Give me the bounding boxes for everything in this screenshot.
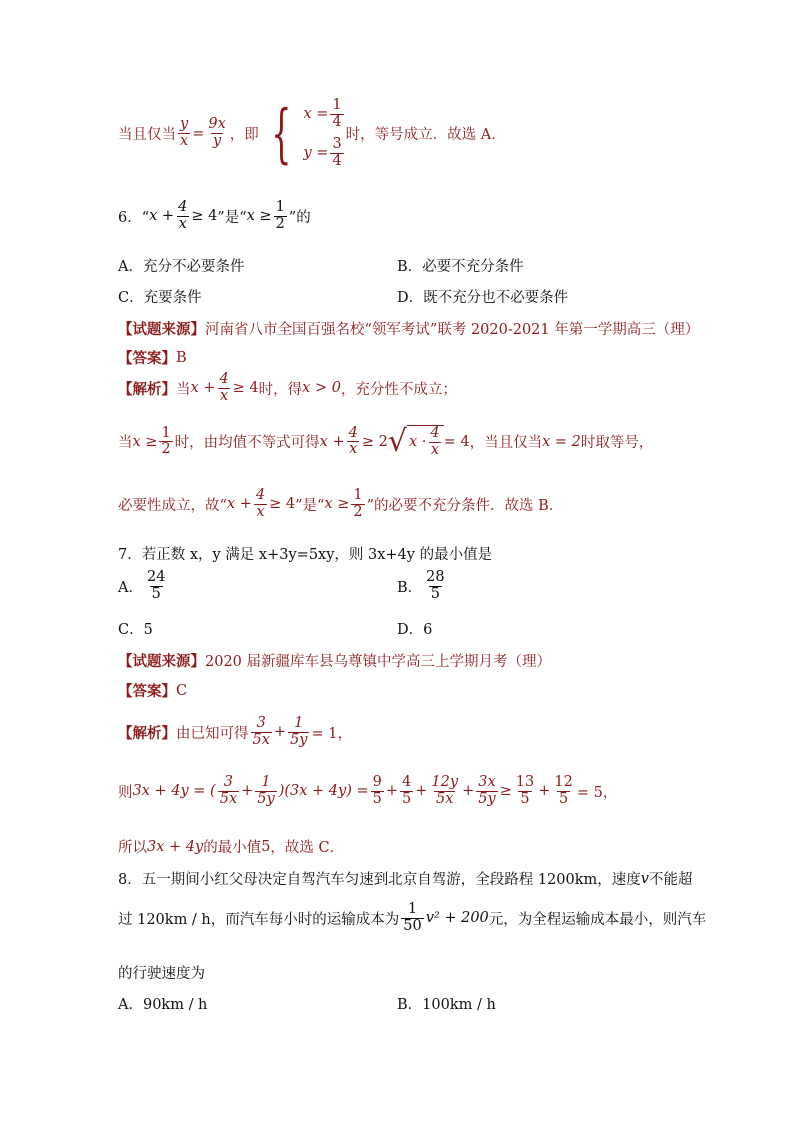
q6-source (118, 318, 699, 339)
den: 2 (275, 215, 285, 232)
q8-stem-2 (118, 902, 706, 935)
lhs: x = (303, 106, 329, 123)
text: x + (190, 380, 216, 397)
text: x ≥ (324, 496, 350, 513)
fraction (428, 426, 441, 459)
text: 过 120km / h，而汽车每小时的运输成本为 (118, 911, 400, 928)
q6-option-a: A．充分不必要条件 (118, 259, 245, 275)
den: 50 (403, 917, 422, 934)
fraction (330, 98, 343, 131)
text: B (176, 349, 187, 366)
num: 4 (219, 371, 229, 387)
text: = 1， (311, 725, 352, 742)
num: 24 (146, 569, 166, 585)
q7-analysis-2: 则 3x + 4y = ( $\frac{3}{5x}$ + $\frac{1}{5y}$ )(3x + 4y) = $\frac{9}{5}$ + $\frac{4}{5}$ + $\frac{12y}{5x}$ + $\frac{3x}{5y}$ ≥ $\frac{13}{5}$ + $\frac{12}{5}$ = 5， (118, 774, 618, 807)
label: 【解析】 (118, 380, 176, 398)
q7-source (118, 650, 551, 671)
fraction (476, 775, 497, 808)
text: x + (319, 433, 345, 450)
text: v (640, 870, 649, 887)
label: 【答案】 (118, 683, 176, 700)
den: 5x (436, 790, 454, 807)
q7-option-c: C．5 (118, 622, 153, 638)
text: 由已知可得 (176, 725, 249, 742)
text: C (176, 682, 188, 699)
q7-answer (118, 680, 187, 701)
num: 1 (353, 487, 363, 503)
den: 5 (520, 790, 530, 807)
den: 5y (257, 790, 275, 807)
fraction (255, 775, 276, 808)
text: = 5， (576, 784, 618, 801)
label: B． (397, 579, 423, 596)
fraction (424, 570, 446, 603)
label: 【试题来源】 (118, 321, 205, 338)
den: y (212, 133, 222, 150)
text: ≥ 4 (191, 208, 218, 225)
den: 5y (290, 731, 308, 748)
fraction (254, 488, 267, 521)
num: 4 (178, 199, 188, 215)
q6-analysis-1 (118, 372, 457, 405)
text: ，当且仅当 (469, 435, 543, 452)
num: 1 (261, 774, 271, 790)
den: x (349, 441, 358, 458)
text: + (273, 724, 287, 741)
fraction (159, 426, 172, 459)
fraction (429, 775, 460, 808)
text: x ≥ (132, 433, 158, 450)
fraction (145, 570, 167, 603)
den: x (219, 387, 229, 404)
q7-option-b (397, 570, 449, 603)
text: 时，等号成立．故选 A． (345, 127, 506, 144)
num: 1 (407, 901, 418, 917)
text: 3x + 4y = ( (132, 783, 216, 800)
text: 的最小值 (203, 840, 262, 856)
num: 1 (332, 97, 342, 113)
text: x + (149, 208, 175, 225)
q8-option-b: B．100km / h (397, 997, 496, 1013)
q8-option-a: A．90km / h (118, 997, 208, 1013)
text: 5 (261, 838, 271, 855)
text: v² + 200 (425, 910, 489, 927)
q6-option-d: D．既不充分也不必要条件 (397, 290, 569, 306)
text: 所以 (118, 840, 147, 856)
num: 4 (402, 774, 412, 790)
den: 2 (161, 441, 171, 458)
den: 5 (151, 585, 161, 602)
den: x (178, 215, 187, 232)
text: + (241, 783, 254, 800)
text: 6．“ (118, 209, 150, 226)
text: 8．五一期间小红父母决定自驾汽车匀速到北京自驾游，全段路程 1200km，速度 (118, 872, 641, 888)
text: 必要性成立，故“ (118, 497, 227, 514)
den: 5x (252, 731, 270, 748)
text: ≥ 2 (361, 433, 388, 450)
fraction (371, 775, 384, 808)
text: ”的 (288, 209, 311, 226)
label: 【试题来源】 (118, 653, 205, 670)
prev-conclusion-line: 当且仅当 $\frac{y}{x}$ = $\frac{9x}{y}$ ，即 { x = $\frac{1}{4}$ y = $\frac{3}{4}$ 时，等号成立．故选 A． (118, 96, 506, 171)
fraction (347, 426, 360, 459)
text: ≥ 4 (269, 496, 296, 513)
q7-stem: 7．若正数 x，y 满足 x+3y=5xy，则 3x+4y 的最小值是 (118, 547, 493, 563)
fraction (217, 372, 230, 405)
fraction (552, 775, 574, 808)
q8-stem-1 (118, 868, 692, 889)
q6-stem (118, 200, 311, 233)
label: 【解析】 (118, 724, 176, 742)
text: x > 0 (302, 380, 341, 397)
text: = 4 (443, 433, 470, 450)
q7-option-d: D．6 (397, 622, 433, 638)
num: 4 (255, 487, 266, 503)
den: x (180, 133, 189, 150)
text: 则 (118, 784, 133, 801)
num: 4 (348, 424, 358, 441)
q6-option-c: C．充要条件 (118, 290, 202, 306)
den: 5 (430, 585, 440, 602)
text: 元，为全程运输成本最小，则汽车 (488, 911, 707, 928)
text: 时，得 (258, 381, 303, 398)
fraction (288, 716, 309, 749)
sqrt: √ x · $\frac{4}{x}$ (388, 425, 444, 459)
den: 4 (332, 152, 342, 169)
num: 1 (275, 199, 285, 215)
den: 5 (559, 790, 569, 807)
fraction (400, 775, 413, 808)
text: ，充分性不成立； (340, 381, 457, 398)
num: 12 (554, 774, 573, 790)
den: x (430, 441, 440, 458)
num: 4 (430, 425, 440, 441)
fraction (218, 775, 239, 808)
text: 不能超 (648, 872, 693, 888)
den: 5y (478, 790, 496, 807)
text: 时取等号， (580, 435, 654, 452)
text: 2020 届新疆库车县乌尊镇中学高三上学期月考（理） (205, 654, 552, 670)
label: A． (118, 579, 143, 596)
fraction (178, 117, 190, 150)
num: 1 (161, 424, 171, 441)
fraction (330, 137, 343, 170)
text: 当且仅当 (118, 127, 176, 144)
text: x + (226, 496, 252, 513)
den: 4 (332, 113, 342, 130)
fraction (251, 716, 272, 749)
label: 【答案】 (118, 350, 176, 367)
text: ”是“ (217, 209, 247, 226)
text: ，故选 C． (270, 840, 345, 856)
fraction (351, 488, 364, 521)
q7-option-a (118, 570, 169, 603)
text: 当 (176, 381, 191, 398)
q7-analysis-1 (118, 716, 352, 749)
num: 1 (294, 715, 304, 731)
lhs: y = (303, 145, 329, 162)
num: 9x (208, 116, 226, 133)
text: x ≥ (246, 208, 272, 225)
text: ≥ 4 (232, 380, 259, 397)
fraction (514, 775, 536, 808)
text: ，即 (229, 127, 259, 144)
q6-answer (118, 347, 187, 368)
text: 时，由均值不等式可得 (174, 435, 320, 452)
num: y (180, 116, 189, 133)
den: 2 (353, 503, 363, 520)
num: 3 (332, 135, 342, 152)
text: x = 2 (542, 433, 581, 450)
equation-system (303, 98, 345, 170)
text: 当 (118, 435, 133, 452)
fraction (176, 200, 189, 233)
q6-analysis-2 (118, 425, 653, 459)
num: 3 (223, 774, 234, 790)
text: 河南省八市全国百强名校“领军考试”联考 2020-2021 年第一学期高三（理） (205, 322, 700, 338)
num: 13 (515, 774, 535, 790)
den: 5 (402, 790, 412, 807)
q6-analysis-3 (118, 488, 563, 521)
text: ≥ (499, 783, 512, 800)
q8-stem-3: 的行驶速度为 (118, 966, 205, 982)
den: 5x (219, 790, 238, 807)
left-brace: { (270, 96, 292, 171)
num: 3x (478, 774, 496, 790)
num: 12y (431, 774, 459, 790)
den: x (256, 503, 265, 520)
text: x · (408, 434, 427, 451)
num: 28 (426, 569, 445, 585)
text: ”是“ (295, 497, 325, 514)
num: 9 (372, 774, 382, 790)
text: )(3x + 4y) = (278, 783, 369, 800)
fraction (274, 200, 287, 233)
den: 5 (372, 790, 382, 807)
fraction (206, 117, 227, 150)
text: 3x + 4y (147, 838, 204, 855)
num: 3 (256, 715, 266, 731)
fraction (401, 902, 423, 935)
text: ”的必要不充分条件．故选 B． (366, 497, 564, 514)
q7-analysis-3 (118, 836, 344, 857)
q6-option-b: B．必要不充分条件 (397, 259, 524, 275)
